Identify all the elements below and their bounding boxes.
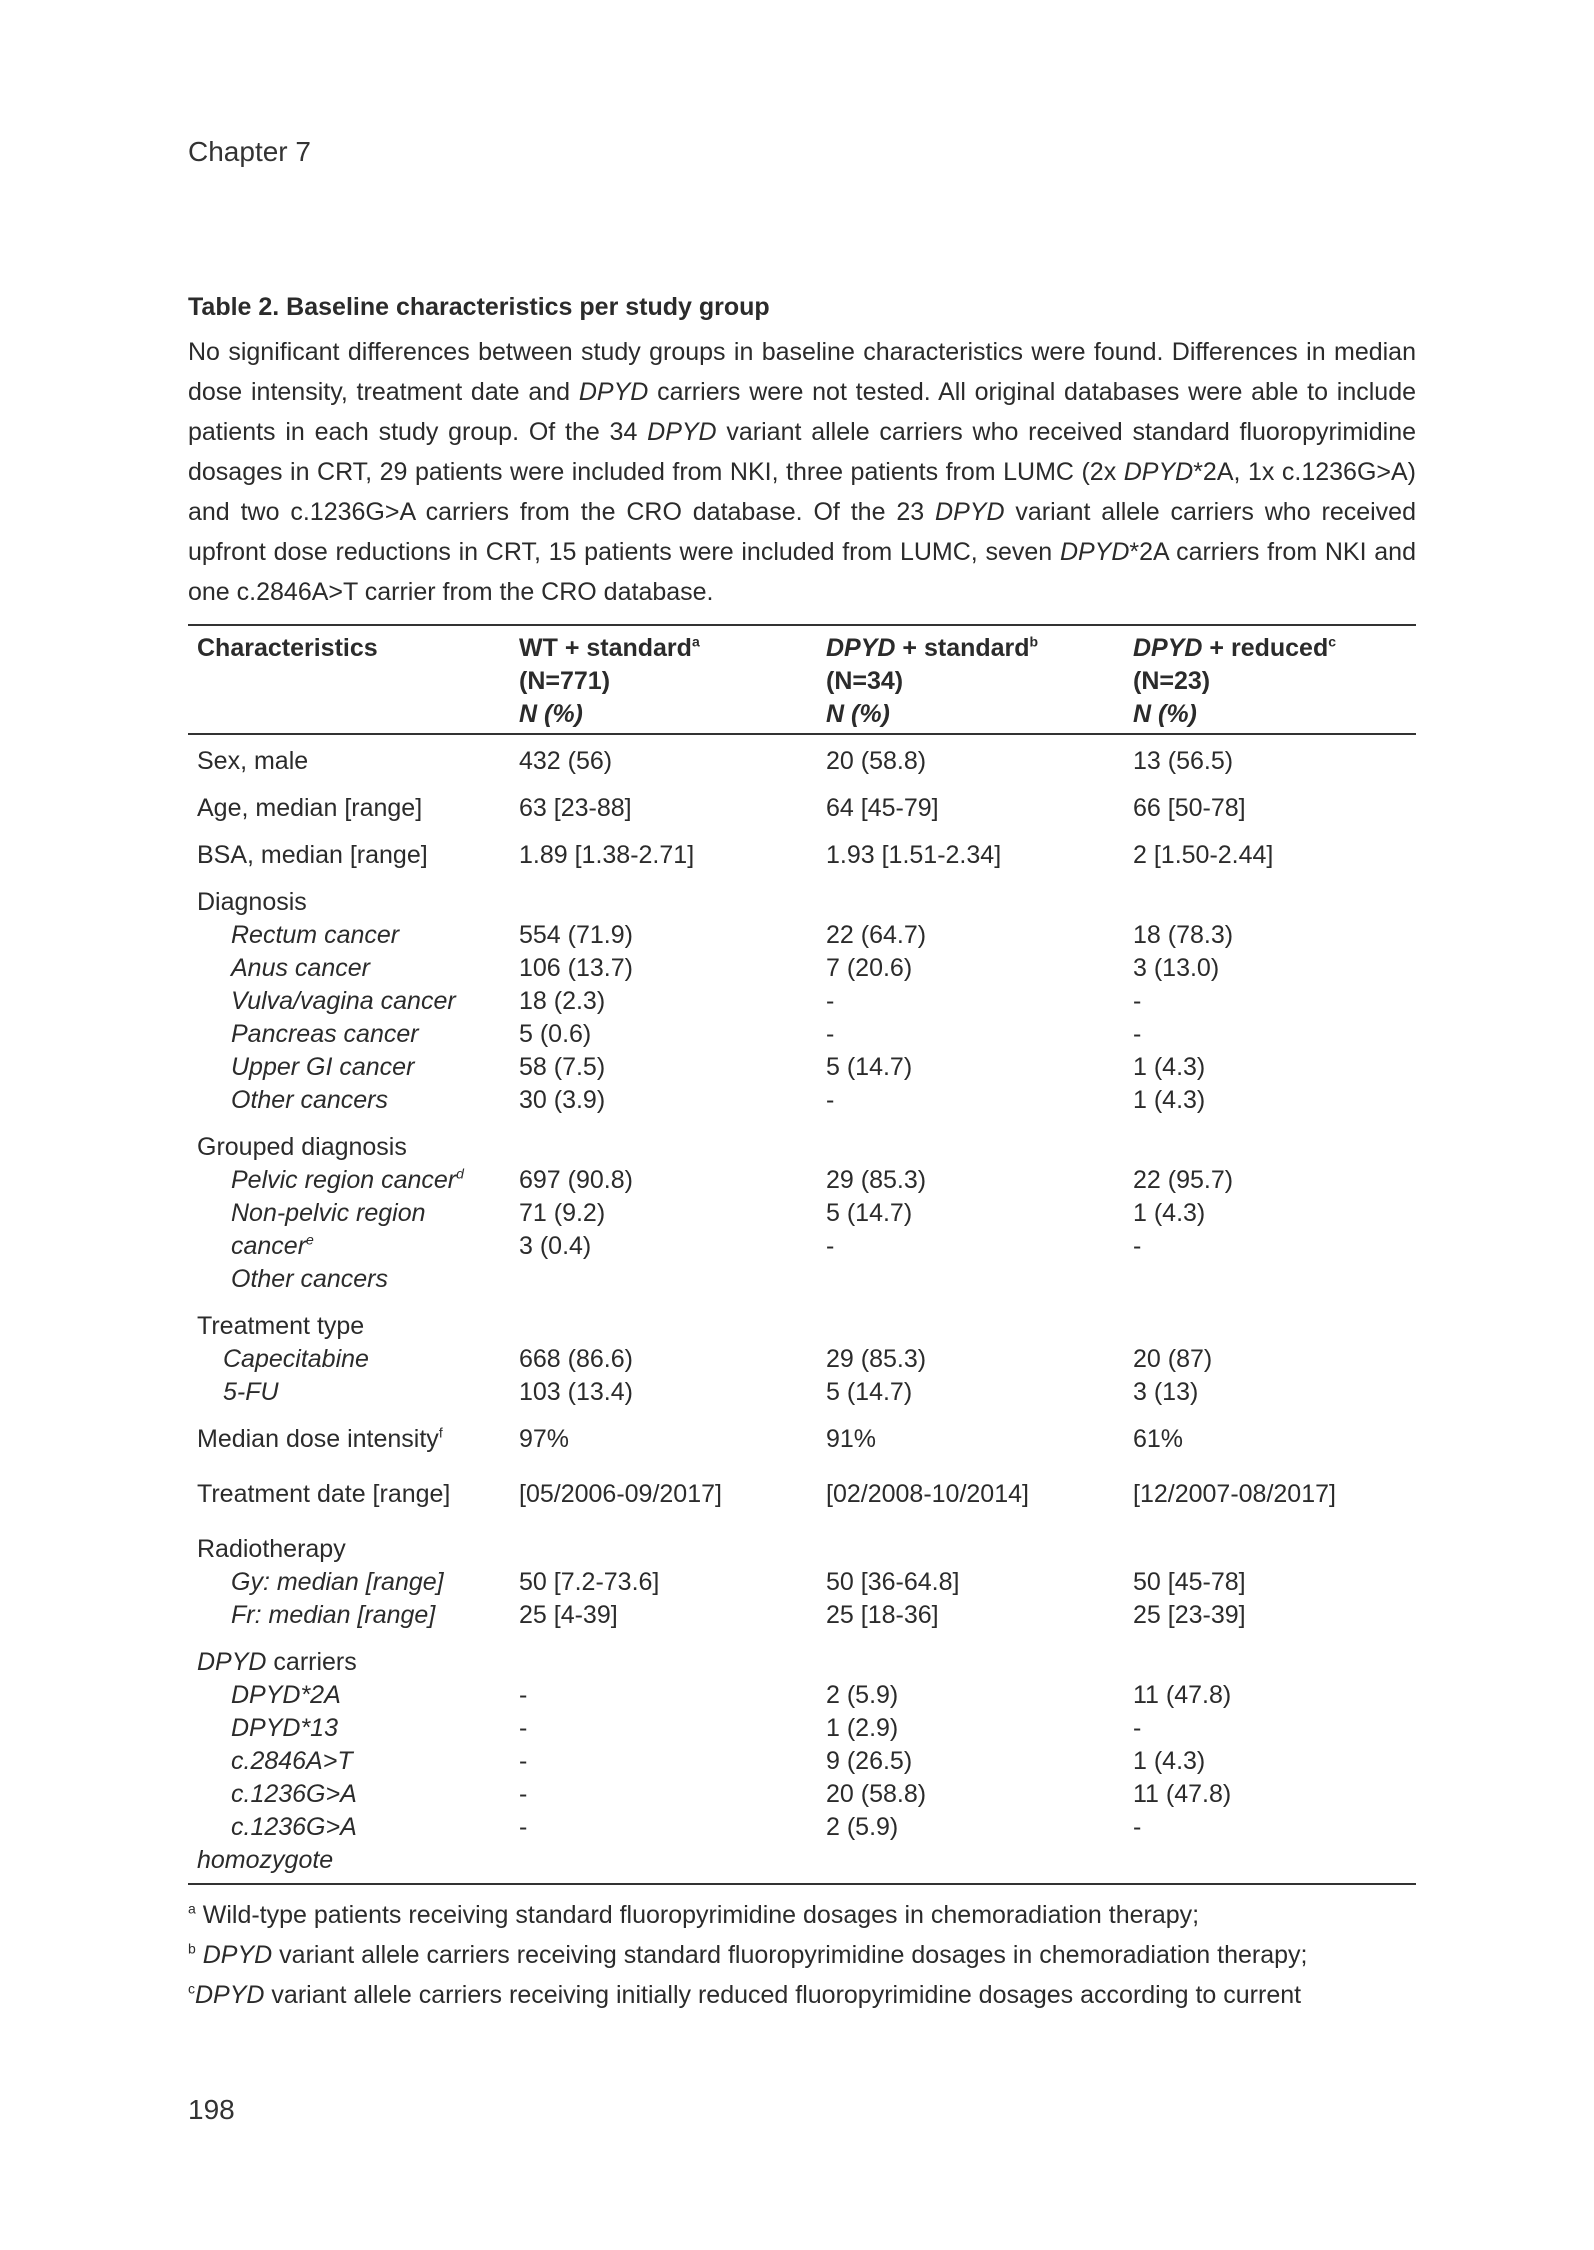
content <box>188 290 1416 2015</box>
table-group-grouped-diagnosis: Grouped diagnosis Pelvic region cancer$^d$ Non-pelvic region cancer$^e$ Other cancers 697 (90.8) 71 (9.2) 3 (0.4) 29 (85.3) 5 (14.7) - 22 (95.7) 1 (4.3) - <box>197 1133 1234 1293</box>
table-title: Table 2. Baseline characteristics per study group <box>188 293 770 321</box>
table-group-diagnosis: Diagnosis Rectum cancer Anus cancer Vulva/vagina cancer Pancreas cancer Upper GI cancer Other cancers 554 (71.9) 106 (13.7) 18 (2.3) 5 (0.6) 58 (7.5) 30 (3.9) 22 (64.7) 7 (20.6) - - 5 (14.7) - 18 (78.3) 3 (13.0) - - 1 (4.3) 1 (4.3) <box>197 888 1234 1114</box>
footnote-b: $^b$ DPYD variant allele carriers receiving standard fluoropyrimidine dosages in chemoradiation therapy; <box>188 1940 1308 1969</box>
footnote-a: $^a$ Wild-type patients receiving standard fluoropyrimidine dosages in chemoradiation therapy; <box>188 1900 1200 1929</box>
table-group-radiotherapy: Radiotherapy Gy: median [range] Fr: median [range] 50 [7.2-73.6] 25 [4-39] 50 [36-64.8] 25 [18-36] 50 [45-78] 25 [23-39] <box>197 1535 1246 1629</box>
table-group-dpyd-carriers: DPYD carriers DPYD*2A DPYD*13 c.2846A>T c.1236G>A c.1236G>A homozygote - - - - - 2 (5.9) 1 (2.9) 9 (26.5) 20 (58.8) 2 (5.9) 11 (47.8) - 1 (4.3) 11 (47.8) - <box>197 1648 1232 1874</box>
header-dpyd-standard: DPYD + standard$^b$ (N=34) N (%) <box>817 625 1124 734</box>
header-dpyd-reduced: DPYD + reduced$^c$ (N=23) N (%) <box>1124 625 1416 734</box>
running-head: Chapter 7 <box>188 136 311 167</box>
table-description: No significant differences between study groups in baseline characteristics were found. Differences in median dose intensity, treatment date and DPYD carriers were not tested. All original databases were able to include patients in each study group. Of the 34 DPYD variant allele carriers who received standard fluoropyrimidine dosages in CRT, 29 patients were included from NKI, three patients from LUMC (2x DPYD*2A, 1x c.1236G>A) and two c.1236G>A carriers from the CRO database. Of the 23 DPYD variant allele carriers who received upfront dose reductions in CRT, 15 patients were included from LUMC, seven DPYD*2A carriers from NKI and one c.2846A>T carrier from the CRO database. <box>188 338 1417 606</box>
page-number: 198 <box>188 2094 235 2125</box>
table-header-row <box>188 625 1416 734</box>
footnote-c: $^c$DPYD variant allele carriers receiving initially reduced fluoropyrimidine dosages according to current <box>188 1980 1302 2009</box>
header-characteristics: Characteristics <box>188 625 510 734</box>
table-row: Median dose intensity$^f$ 97% 91% 61% <box>197 1424 1184 1453</box>
table-row: Age, median [range] 63 [23-88] 64 [45-79] 66 [50-78] <box>197 794 1246 822</box>
table-row: Treatment date [range] [05/2006-09/2017] [02/2008-10/2014] [12/2007-08/2017] <box>197 1480 1336 1508</box>
table-group-treatment-type: Treatment type Capecitabine 5-FU 668 (86.6) 103 (13.4) 29 (85.3) 5 (14.7) 20 (87) 3 (13) <box>197 1312 1213 1406</box>
table-row: BSA, median [range] 1.89 [1.38-2.71] 1.93 [1.51-2.34] 2 [1.50-2.44] <box>197 841 1274 869</box>
header-wt-standard: WT + standard$^a$ (N=771) N (%) <box>510 625 817 734</box>
baseline-table <box>188 624 1416 1885</box>
table-row: Sex, male 432 (56) 20 (58.8) 13 (56.5) <box>197 747 1234 775</box>
table-footnotes <box>188 1895 1416 2015</box>
